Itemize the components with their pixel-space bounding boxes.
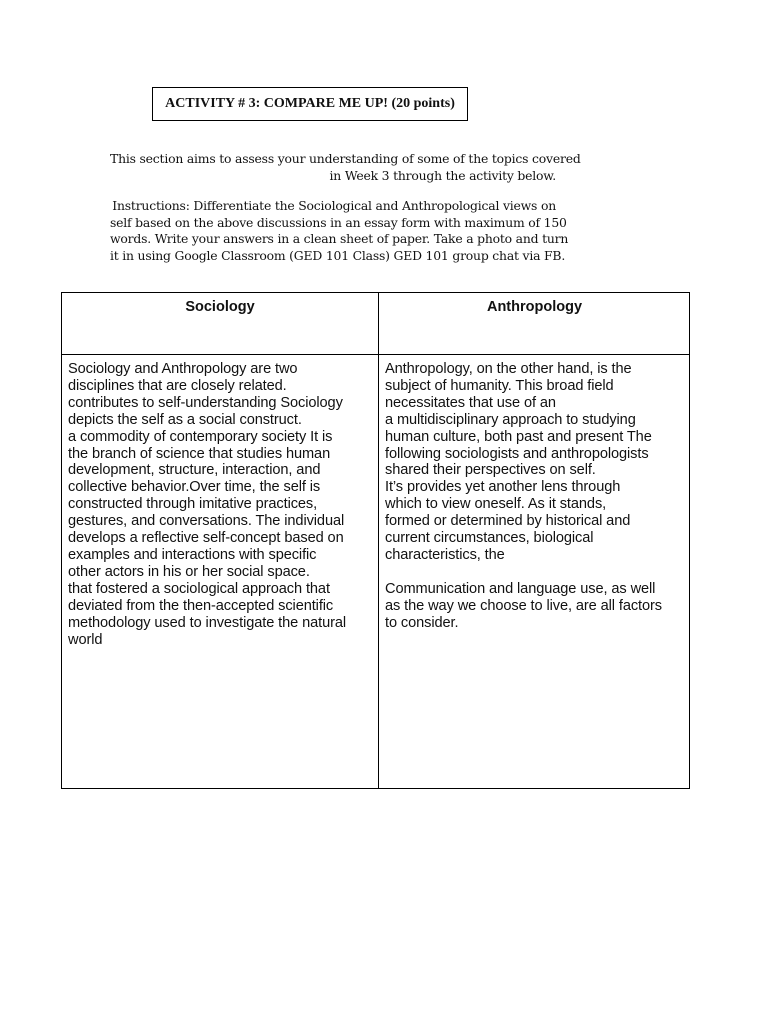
- activity-title-box: [152, 87, 468, 121]
- sociology-text-line: the branch of science that studies human: [68, 445, 331, 462]
- intro-paragraph: [110, 151, 581, 184]
- anthropology-text-line: characteristics, the: [385, 546, 505, 563]
- anthropology-text-line: necessitates that use of an: [385, 394, 556, 411]
- anthropology-text-line: as the way we choose to live, are all factors: [385, 597, 662, 614]
- anthropology-text-line: to consider.: [385, 614, 459, 631]
- activity-title: ACTIVITY # 3: COMPARE ME UP! (20 points): [165, 96, 455, 111]
- sociology-text-line: constructed through imitative practices,: [68, 496, 318, 513]
- instructions-paragraph: [110, 198, 569, 264]
- sociology-text-line: develops a reflective self-concept based on: [68, 530, 344, 547]
- intro-line: in Week 3 through the activity below.: [329, 167, 556, 183]
- anthropology-text-line: formed or determined by historical and: [385, 513, 631, 530]
- header-row-divider: [62, 354, 689, 355]
- anthropology-text-line: human culture, both past and present The: [385, 428, 652, 445]
- anthropology-header: Anthropology: [486, 299, 583, 315]
- sociology-text-line: methodology used to investigate the natural: [68, 614, 347, 631]
- sociology-text-line: contributes to self-understanding Sociology: [68, 394, 343, 411]
- instruction-line: self based on the above discussions in an essay form with maximum of 150: [110, 214, 567, 230]
- anthropology-blank-line: [385, 564, 687, 581]
- anthropology-text-line: Communication and language use, as well: [385, 580, 656, 597]
- sociology-header: Sociology: [185, 299, 255, 315]
- intro-section: [110, 151, 581, 264]
- sociology-text-line: other actors in his or her social space.: [68, 563, 310, 580]
- instruction-line: Instructions: Differentiate the Sociological and Anthropological views on: [112, 198, 556, 213]
- sociology-text-line: examples and interactions with specific: [68, 546, 317, 563]
- sociology-text-line: that fostered a sociological approach that: [68, 580, 330, 597]
- sociology-text-line: depicts the self as a social construct.: [68, 411, 302, 428]
- anthropology-text-line: current circumstances, biological: [385, 530, 594, 547]
- instruction-line: it in using Google Classroom (GED 101 Class) GED 101 group chat via FB.: [110, 247, 566, 263]
- anthropology-text-line: a multidisciplinary approach to studying: [385, 411, 636, 428]
- anthropology-text-line: which to view oneself. As it stands,: [385, 496, 607, 513]
- intro-line: This section aims to assess your understanding of some of the topics covered: [110, 151, 581, 166]
- sociology-answer-cell: [68, 361, 374, 648]
- anthropology-text-line: It’s provides yet another lens through: [385, 479, 621, 496]
- sociology-text-line: world: [68, 631, 103, 648]
- anthropology-text-line: following sociologists and anthropologists: [385, 445, 649, 462]
- sociology-text-line: Sociology and Anthropology are two: [68, 361, 298, 377]
- sociology-text-line: a commodity of contemporary society It is: [68, 428, 333, 445]
- column-divider: [378, 293, 379, 788]
- sociology-text-line: development, structure, interaction, and: [68, 462, 321, 479]
- sociology-text-line: deviated from the then-accepted scientific: [68, 597, 334, 614]
- anthropology-text-line: shared their perspectives on self.: [385, 462, 596, 479]
- comparison-table: [61, 292, 690, 789]
- anthropology-text-line: subject of humanity. This broad field: [385, 377, 614, 394]
- instruction-line: words. Write your answers in a clean sheet of paper. Take a photo and turn: [110, 231, 569, 246]
- sociology-text-line: disciplines that are closely related.: [68, 377, 287, 394]
- sociology-text-line: collective behavior.Over time, the self is: [68, 479, 321, 496]
- sociology-text-line: gestures, and conversations. The individual: [68, 513, 345, 530]
- anthropology-answer-cell: [385, 361, 687, 631]
- anthropology-text-line: Anthropology, on the other hand, is the: [385, 361, 632, 377]
